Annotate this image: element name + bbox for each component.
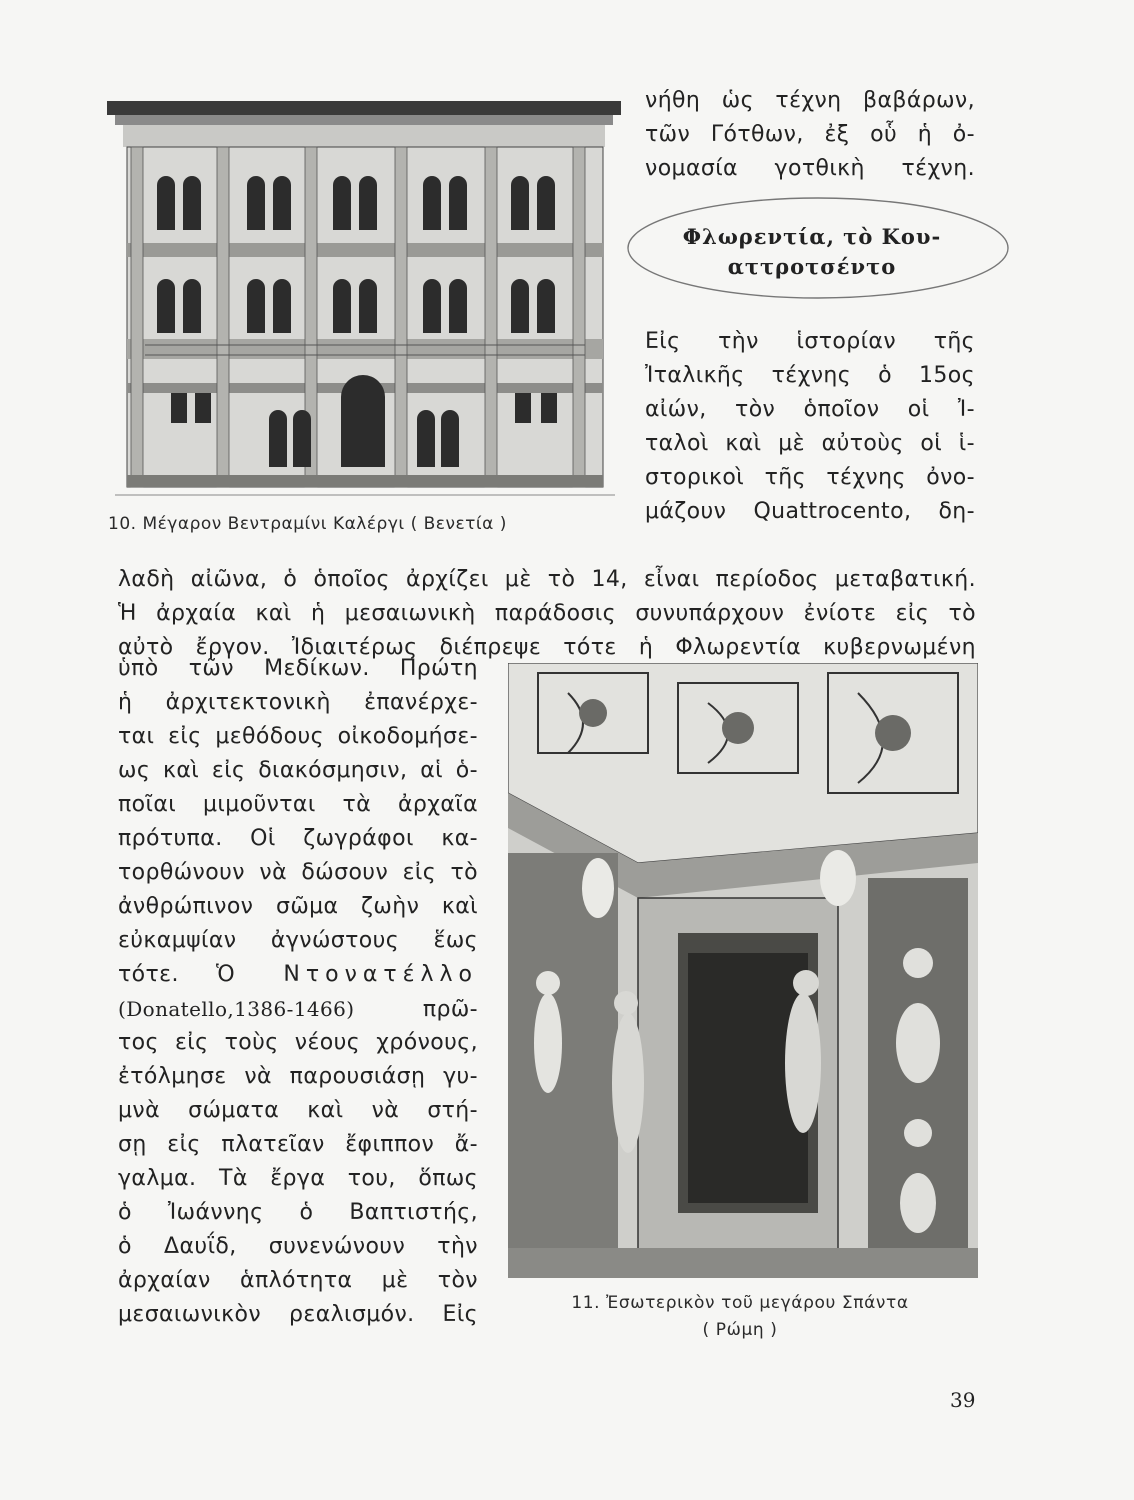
text-line: στορικοὶ τῆς τέχνης ὀνο- <box>645 465 975 490</box>
text-line: αὐτὸ ἔργον. Ἰδιαιτέρως διέπρεψε τότε ἡ Φλωρεντία κυβερνωμένη <box>118 635 976 660</box>
text-line: σῃ εἰς πλατεῖαν ἔφιππον ἄ- <box>118 1132 478 1157</box>
donatello-latin: (Donatello,1386-1466) <box>118 997 355 1021</box>
figure-palazzo-vendramin <box>105 95 625 505</box>
paragraph-renaissance <box>118 652 478 1332</box>
text-line: λαδὴ αἰῶνα, ὁ ὁποῖος ἀρχίζει μὲ τὸ 14, εἶναι περίοδος μεταβατική. <box>118 567 976 592</box>
paragraph-full-width <box>118 529 976 665</box>
figure-palazzo-spada <box>508 663 978 1278</box>
text-line: ὁ Δαυΐδ, συνενώνουν τὴν <box>118 1234 478 1259</box>
paragraph-quattrocento <box>645 325 975 529</box>
text-line: ἡ ἀρχιτεκτονικὴ ἐπανέρχε- <box>118 690 478 715</box>
text-line: πρότυπα. Οἱ ζωγράφοι κα- <box>118 826 478 851</box>
text-line: ἀνθρώπινον σῶμα ζωὴν καὶ <box>118 894 478 919</box>
section-heading <box>622 192 1020 304</box>
text-line: Εἰς τὴν ἱστορίαν τῆς <box>645 329 975 354</box>
text-line-donatello <box>118 958 478 992</box>
page-number: 39 <box>950 1388 976 1412</box>
text-top-right <box>645 84 975 186</box>
text-line: ὁ Ἰωάννης ὁ Βαπτιστής, <box>118 1200 478 1225</box>
figure-10-caption: 10. Μέγαρον Βεντραμίνι Καλέργι ( Βενετία ) <box>108 514 507 534</box>
text-line: ὑπὸ τῶν Μεδίκων. Πρώτη <box>118 656 478 681</box>
figure-11-caption <box>520 1290 960 1344</box>
heading-line-2: αττροτσέντο <box>727 254 897 279</box>
caption-line-1: 11. Ἐσωτερικὸν τοῦ μεγάρου Σπάντα <box>571 1293 909 1313</box>
text-line: ποῖαι μιμοῦνται τὰ ἀρχαῖα <box>118 792 478 817</box>
text-line: μεσαιωνικὸν ρεαλισμόν. Εἰς <box>118 1302 478 1327</box>
text-line: μάζουν Quattrocento, δη- <box>645 499 975 524</box>
interior-drawing <box>508 663 978 1278</box>
donatello-rest: πρῶ- <box>422 997 478 1022</box>
text-line: ως καὶ εἰς διακόσμησιν, αἱ ὁ- <box>118 758 478 783</box>
heading-line-1: Φλωρεντία, τὸ Κου- <box>682 224 942 249</box>
facade-drawing <box>105 95 625 505</box>
donatello-name: Ὁ Ντονατέλλο <box>216 962 478 987</box>
text-line: Ἡ ἀρχαία καὶ ἡ μεσαιωνικὴ παράδοσις συνυπάρχουν ἐνίοτε εἰς τὸ <box>118 601 976 626</box>
text-line: μνὰ σώματα καὶ νὰ στή- <box>118 1098 478 1123</box>
heading-text <box>662 222 962 282</box>
text-line: γαλμα. Τὰ ἔργα του, ὅπως <box>118 1166 478 1191</box>
text-line: Ἰταλικῆς τέχνης ὁ 15ος <box>645 363 975 388</box>
text-line: ἀρχαίαν ἁπλότητα μὲ τὸν <box>118 1268 478 1293</box>
text-line: ταλοὶ καὶ μὲ αὐτοὺς οἱ ἱ- <box>645 431 975 456</box>
text-tote: τότε. <box>118 962 179 987</box>
caption-line-2: ( Ρώμη ) <box>702 1320 778 1340</box>
text-line-donatello-dates <box>118 992 478 1026</box>
text-line: τῶν Γότθων, ἐξ οὗ ἡ ὀ- <box>645 122 975 147</box>
text-line: νήθη ὡς τέχνη βαβάρων, <box>645 88 975 113</box>
text-line: αἰών, τὸν ὁποῖον οἱ Ἰ- <box>645 397 975 422</box>
text-line: τος εἰς τοὺς νέους χρόνους, <box>118 1030 478 1055</box>
text-line <box>118 529 976 563</box>
text-line: ται εἰς μεθόδους οἰκοδομήσε- <box>118 724 478 749</box>
text-line: εὐκαμψίαν ἀγνώστους ἕως <box>118 928 478 953</box>
text-line: τορθώνουν νὰ δώσουν εἰς τὸ <box>118 860 478 885</box>
text-line: νομασία γοτθικὴ τέχνη. <box>645 156 975 181</box>
text-line: ἐτόλμησε νὰ παρουσιάσῃ γυ- <box>118 1064 478 1089</box>
